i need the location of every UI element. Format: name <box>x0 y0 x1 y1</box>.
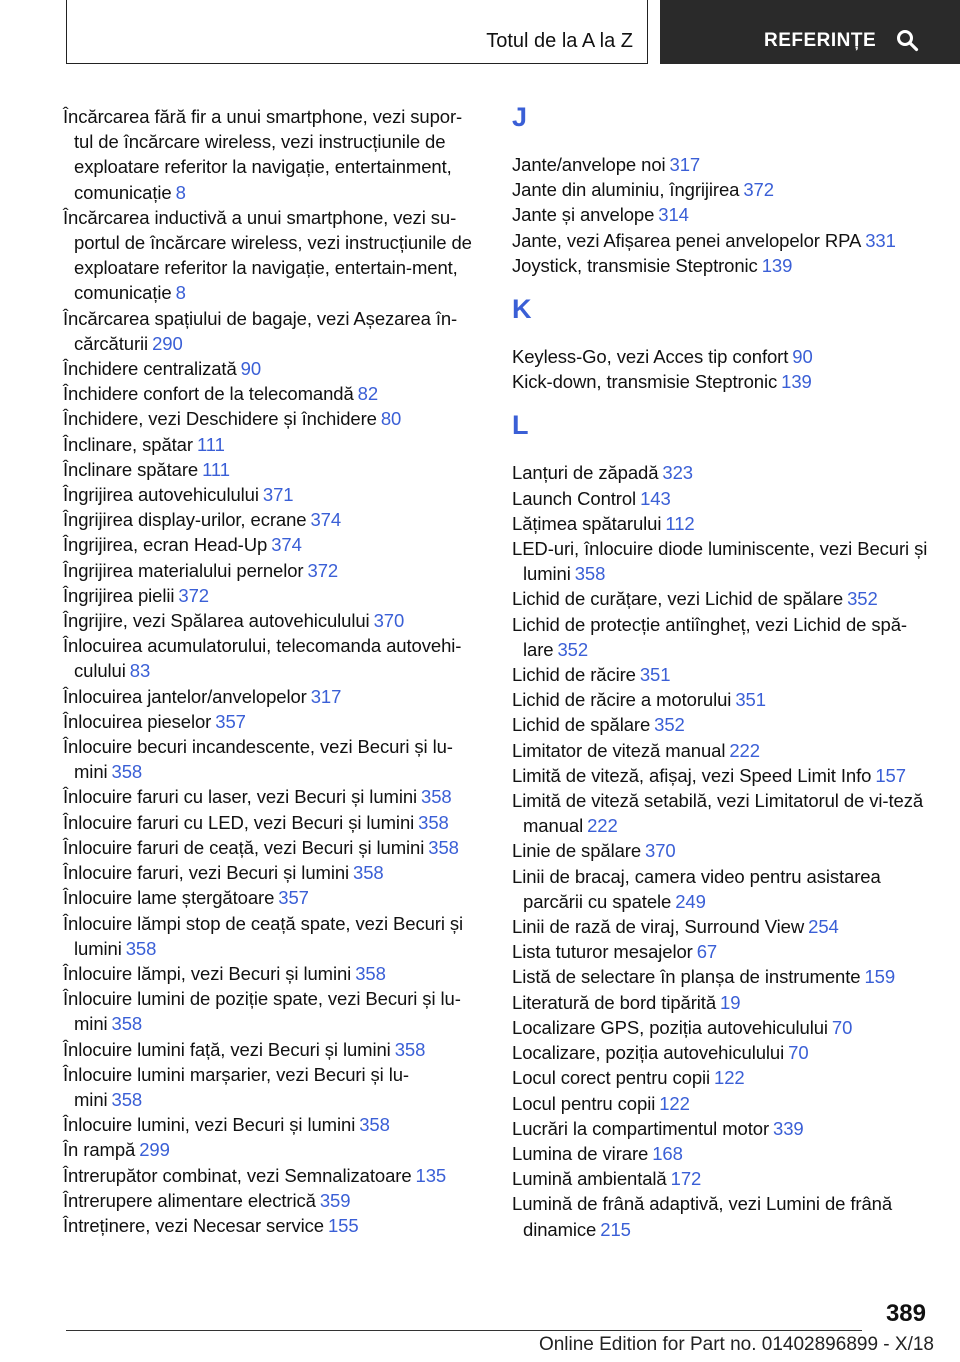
index-entry-text: Lucrări la compartimentul motor <box>512 1117 770 1139</box>
index-entry-text: Listă de selectare în planșa de instrumente <box>512 966 861 988</box>
index-entry <box>63 608 475 633</box>
page-reference-link[interactable]: 290 <box>152 332 183 354</box>
index-entry <box>63 860 475 885</box>
index-entry <box>512 939 932 964</box>
index-entry <box>63 1062 475 1112</box>
index-entry-text: Keyless-Go, vezi Acces tip confort <box>512 346 789 368</box>
index-entry <box>63 734 475 784</box>
index-entry <box>512 1091 932 1116</box>
page-reference-link[interactable]: 135 <box>415 1164 447 1186</box>
index-letter-heading: L <box>512 410 529 441</box>
page-reference-link[interactable]: 249 <box>675 890 706 912</box>
index-entry <box>512 228 932 253</box>
index-column-right <box>512 104 932 1242</box>
index-entry-text: Înlocuire lumini față, vezi Becuri și lumini <box>63 1038 391 1060</box>
index-entry-text: Închidere centralizată <box>63 358 237 380</box>
index-entry <box>63 205 475 306</box>
index-entry <box>512 864 932 914</box>
page-reference-link[interactable]: 358 <box>125 937 157 959</box>
index-entry-text: Jante/anvelope noi <box>512 154 666 175</box>
page-reference-link[interactable]: 358 <box>111 1013 143 1035</box>
index-entry-text: Lumina de virare <box>512 1142 649 1164</box>
index-entry <box>63 482 475 507</box>
index-entry <box>512 838 932 863</box>
index-entry <box>63 583 475 608</box>
index-entry <box>512 152 932 177</box>
index-entry-text: Înclinare, spătar <box>63 433 193 455</box>
page-reference-link[interactable]: 370 <box>645 840 676 862</box>
index-entry-text: Lumină ambientală <box>512 1168 667 1190</box>
page-reference-link[interactable]: 83 <box>129 660 151 682</box>
page-reference-link[interactable]: 358 <box>421 786 452 808</box>
page-reference-link[interactable]: 357 <box>215 710 246 732</box>
page-reference-link[interactable]: 143 <box>640 487 671 509</box>
index-entry <box>512 788 932 838</box>
index-entry-text: Îngrijirea autovehiculului <box>63 484 259 506</box>
index-entry-text: Literatură de bord tipărită <box>512 991 717 1013</box>
page-reference-link[interactable]: 352 <box>654 714 685 736</box>
page-reference-link[interactable]: 157 <box>875 764 906 786</box>
index-entry-text: Lichid de curățare, vezi Lichid de spălare <box>512 588 844 610</box>
page-reference-link[interactable]: 339 <box>773 1117 804 1139</box>
index-entry <box>63 684 475 709</box>
page-reference-link[interactable]: 122 <box>659 1092 690 1114</box>
page-reference-link[interactable]: 372 <box>743 179 774 201</box>
index-entry-text: Înlocuire lumini marșarier, vezi Becuri și lu-mini <box>63 1063 409 1110</box>
index-entry <box>512 344 932 369</box>
page-reference-link[interactable]: 172 <box>670 1168 702 1190</box>
index-entry-text: Launch Control <box>512 487 637 509</box>
page-reference-link[interactable]: 370 <box>373 610 405 632</box>
index-entry <box>63 1112 475 1137</box>
page-reference-link[interactable]: 358 <box>428 836 459 858</box>
page-reference-link[interactable]: 323 <box>662 462 693 484</box>
index-entry <box>63 633 475 683</box>
index-entry-text: Limită de viteză setabilă, vezi Limitatorul de vi-teză manual <box>512 790 924 837</box>
index-entry <box>512 369 932 394</box>
search-icon[interactable] <box>895 28 919 52</box>
index-entry-text: Lichid de spălare <box>512 714 651 736</box>
page-reference-link[interactable]: 371 <box>262 484 294 506</box>
index-entry <box>512 586 932 611</box>
page-reference-link[interactable]: 111 <box>202 458 230 480</box>
heading-spacer <box>512 438 932 460</box>
index-entry <box>63 381 475 406</box>
index-entry <box>512 536 932 586</box>
index-entry-text: Lichid de protecție antiîngheț, vezi Lichid de spă-lare <box>512 613 907 660</box>
index-entry-text: Limită de viteză, afișaj, vezi Speed Limit Info <box>512 764 872 786</box>
index-entry-text: Îngrijirea, ecran Head-Up <box>63 534 268 556</box>
index-entry <box>63 1213 475 1238</box>
index-entry-text: Închidere confort de la telecomandă <box>63 383 354 405</box>
index-entry-text: Îngrijirea pielii <box>63 584 175 606</box>
footer-divider <box>66 1330 862 1331</box>
heading-spacer <box>512 322 932 344</box>
index-entry <box>512 1040 932 1065</box>
index-entry <box>512 763 932 788</box>
page-reference-link[interactable]: 352 <box>847 588 878 610</box>
page-reference-link[interactable]: 358 <box>355 962 386 984</box>
page-reference-link[interactable]: 358 <box>353 862 384 884</box>
index-entry-text: Întreținere, vezi Necesar service <box>63 1214 324 1236</box>
index-entry-text: Înlocuire lămpi stop de ceață spate, vezi Becuri și lumini <box>63 912 464 959</box>
index-entry-text: Linii de rază de viraj, Surround View <box>512 916 805 938</box>
index-entry <box>512 1166 932 1191</box>
page-reference-link[interactable]: 372 <box>178 584 209 606</box>
page-reference-link[interactable]: 70 <box>831 1016 853 1038</box>
page-reference-link[interactable]: 351 <box>639 664 671 686</box>
index-entry <box>63 810 475 835</box>
index-entry-text: Lățimea spătarului <box>512 512 662 534</box>
index-entry-text: Linii de bracaj, camera video pentru asistarea parcării cu spatele <box>512 865 881 912</box>
page-reference-link[interactable]: 155 <box>327 1214 359 1236</box>
index-entry-text: Înlocuire lămpi, vezi Becuri și lumini <box>63 962 352 984</box>
section-title: Totul de la A la Z <box>486 30 633 52</box>
page-reference-link[interactable]: 168 <box>652 1142 683 1164</box>
index-entry <box>512 1191 932 1241</box>
page-reference-link[interactable]: 8 <box>175 181 186 203</box>
page-reference-link[interactable]: 111 <box>196 433 225 455</box>
index-entry-text: Lichid de răcire a motorului <box>512 689 732 711</box>
index-entry-text: Întrerupător combinat, vezi Semnalizatoare <box>63 1164 412 1186</box>
page-reference-link[interactable]: 374 <box>271 534 302 556</box>
index-entry-text: Întrerupere alimentare electrică <box>63 1189 316 1211</box>
page-reference-link[interactable]: 358 <box>111 1088 143 1110</box>
page-reference-link[interactable]: 299 <box>139 1139 170 1161</box>
page-reference-link[interactable]: 90 <box>240 358 262 380</box>
index-entry <box>512 662 932 687</box>
index-entry <box>63 709 475 734</box>
page-reference-link[interactable]: 67 <box>696 941 718 963</box>
header-section-box <box>66 0 648 64</box>
index-entry-text: Îngrijirea materialului pernelor <box>63 559 304 581</box>
page-reference-link[interactable]: 222 <box>729 739 760 761</box>
page-reference-link[interactable]: 331 <box>865 229 896 251</box>
index-entry <box>512 738 932 763</box>
index-column-left <box>63 104 475 1238</box>
index-entry <box>512 1015 932 1040</box>
index-entry-text: Jante, vezi Afișarea penei anvelopelor RPA <box>512 229 862 251</box>
index-entry <box>63 885 475 910</box>
index-entry <box>512 612 932 662</box>
index-entry <box>512 687 932 712</box>
index-entry-text: LED-uri, înlocuire diode luminiscente, vezi Becuri și lumini <box>512 538 928 585</box>
index-entry <box>63 457 475 482</box>
index-entry-text: Înlocuire faruri cu laser, vezi Becuri și lumini <box>63 786 418 808</box>
index-entry <box>512 253 932 278</box>
index-entry <box>63 532 475 557</box>
page-reference-link[interactable]: 358 <box>359 1114 390 1136</box>
header-chapter-tab[interactable] <box>660 0 960 64</box>
index-entry-text: Închidere, vezi Deschidere și închidere <box>63 408 377 430</box>
page-reference-link[interactable]: 374 <box>310 509 342 531</box>
index-entry-text: Înlocuirea acumulatorului, telecomanda autovehi-culului <box>63 635 462 682</box>
index-entry <box>512 712 932 737</box>
page-reference-link[interactable]: 19 <box>720 991 741 1013</box>
page-reference-link[interactable]: 80 <box>380 408 402 430</box>
index-entry <box>512 964 932 989</box>
index-entry <box>63 356 475 381</box>
page-reference-link[interactable]: 254 <box>808 916 839 938</box>
page-reference-link[interactable]: 314 <box>658 204 689 226</box>
page-reference-link[interactable]: 358 <box>394 1038 426 1060</box>
index-entry-text: Înlocuire faruri de ceață, vezi Becuri și lumini <box>63 836 425 858</box>
index-entry <box>63 1188 475 1213</box>
page-reference-link[interactable]: 317 <box>310 685 342 707</box>
index-entry-text: Locul pentru copii <box>512 1092 656 1114</box>
page-reference-link[interactable]: 122 <box>714 1067 745 1089</box>
index-entry <box>63 558 475 583</box>
index-entry-text: Înlocuirea pieselor <box>63 710 212 732</box>
index-entry <box>63 1163 475 1188</box>
index-entry-text: Înlocuire lumini, vezi Becuri și lumini <box>63 1114 356 1136</box>
index-entry-text: Înlocuirea jantelor/anvelopelor <box>63 685 307 707</box>
page-reference-link[interactable]: 222 <box>587 815 618 837</box>
index-letter-heading: K <box>512 294 532 325</box>
index-entry-text: Îngrijire, vezi Spălarea autovehiculului <box>63 610 370 632</box>
page-reference-link[interactable]: 139 <box>761 254 793 276</box>
index-entry <box>512 1116 932 1141</box>
index-entry-text: Încărcarea fără fir a unui smartphone, vezi supor-tul de încărcare wireless, vezi instrucțiunile de exploatare referitor la navigație, entertainment, comunicație <box>63 106 463 203</box>
index-entry <box>63 1037 475 1062</box>
page-reference-link[interactable]: 358 <box>574 563 606 585</box>
index-entry <box>63 432 475 457</box>
index-entry-text: Jante și anvelope <box>512 204 655 226</box>
index-entry <box>63 306 475 356</box>
index-entry-text: Înlocuire faruri, vezi Becuri și lumini <box>63 862 350 884</box>
index-entry-text: Lista tuturor mesajelor <box>512 941 693 963</box>
index-entry <box>63 507 475 532</box>
index-entry <box>512 511 932 536</box>
index-entry <box>512 202 932 227</box>
index-entry <box>63 406 475 431</box>
index-entry <box>63 1137 475 1162</box>
index-entry <box>512 177 932 202</box>
chapter-title: REFERINȚE <box>764 30 877 51</box>
page-reference-link[interactable]: 159 <box>864 966 896 988</box>
index-entry-text: Lichid de răcire <box>512 664 636 686</box>
page-reference-link[interactable]: 352 <box>557 638 589 660</box>
index-entry-text: Localizare GPS, poziția autovehiculului <box>512 1016 828 1038</box>
index-entry <box>512 1141 932 1166</box>
index-entry-text: Îngrijirea display-urilor, ecrane <box>63 509 307 531</box>
index-letter-heading: J <box>512 102 528 132</box>
page-number: 389 <box>885 1300 926 1327</box>
index-entry-text: Încărcarea spațiului de bagaje, vezi Așezarea în-cărcăturii <box>63 307 458 354</box>
index-entry <box>512 460 932 485</box>
index-entry <box>63 986 475 1036</box>
index-entry-text: Jante din aluminiu, îngrijirea <box>512 179 740 201</box>
page-reference-link[interactable]: 351 <box>735 689 766 711</box>
index-entry <box>512 486 932 511</box>
index-entry <box>512 990 932 1015</box>
page-reference-link[interactable]: 215 <box>600 1218 631 1240</box>
index-entry-text: Înlocuire faruri cu LED, vezi Becuri și lumini <box>63 811 415 833</box>
page-reference-link[interactable]: 372 <box>307 559 339 581</box>
index-entry <box>512 1065 932 1090</box>
page-reference-link[interactable]: 82 <box>357 383 379 405</box>
page-reference-link[interactable]: 359 <box>319 1189 351 1211</box>
index-entry-text: Kick-down, transmisie Steptronic <box>512 371 778 393</box>
index-entry <box>63 104 475 205</box>
index-entry-text: Înclinare spătare <box>63 458 199 480</box>
index-entry-text: Înlocuire lumini de poziție spate, vezi Becuri și lu-mini <box>63 988 461 1035</box>
page-reference-link[interactable]: 70 <box>788 1042 809 1064</box>
index-entry-text: În rampă <box>63 1139 136 1161</box>
index-entry <box>63 835 475 860</box>
edition-note: Online Edition for Part no. 01402896899 - X/18 <box>538 1334 934 1355</box>
index-entry-text: Înlocuire becuri incandescente, vezi Becuri și lu-mini <box>63 736 453 783</box>
index-entry-text: Limitator de viteză manual <box>512 739 726 761</box>
index-entry-text: Înlocuire lame ștergătoare <box>63 887 275 909</box>
page-reference-link[interactable]: 317 <box>669 154 701 175</box>
index-entry <box>63 784 475 809</box>
index-entry-text: Lumină de frână adaptivă, vezi Lumini de frână dinamice <box>512 1193 893 1240</box>
heading-spacer <box>512 130 932 152</box>
index-entry-text: Joystick, transmisie Steptronic <box>512 254 758 276</box>
page-reference-link[interactable]: 139 <box>781 371 812 393</box>
page-reference-link[interactable]: 357 <box>278 887 309 909</box>
page-reference-link[interactable]: 358 <box>418 811 449 833</box>
page-reference-link[interactable]: 112 <box>665 512 695 534</box>
page-reference-link[interactable]: 90 <box>792 346 813 368</box>
index-entry-text: Locul corect pentru copii <box>512 1067 711 1089</box>
index-entry <box>512 914 932 939</box>
index-entry-text: Lanțuri de zăpadă <box>512 462 659 484</box>
index-entry-text: Linie de spălare <box>512 840 642 862</box>
index-entry <box>63 961 475 986</box>
index-entry-text: Localizare, poziția autovehiculului <box>512 1042 785 1064</box>
page-reference-link[interactable]: 358 <box>111 761 143 783</box>
index-entry-text: Încărcarea inductivă a unui smartphone, vezi su-portul de încărcare wireless, vezi instrucțiunile de exploatare referitor la navigație, entertain-ment, comunicație <box>63 206 472 304</box>
page-reference-link[interactable]: 8 <box>175 282 186 304</box>
index-entry <box>63 911 475 961</box>
